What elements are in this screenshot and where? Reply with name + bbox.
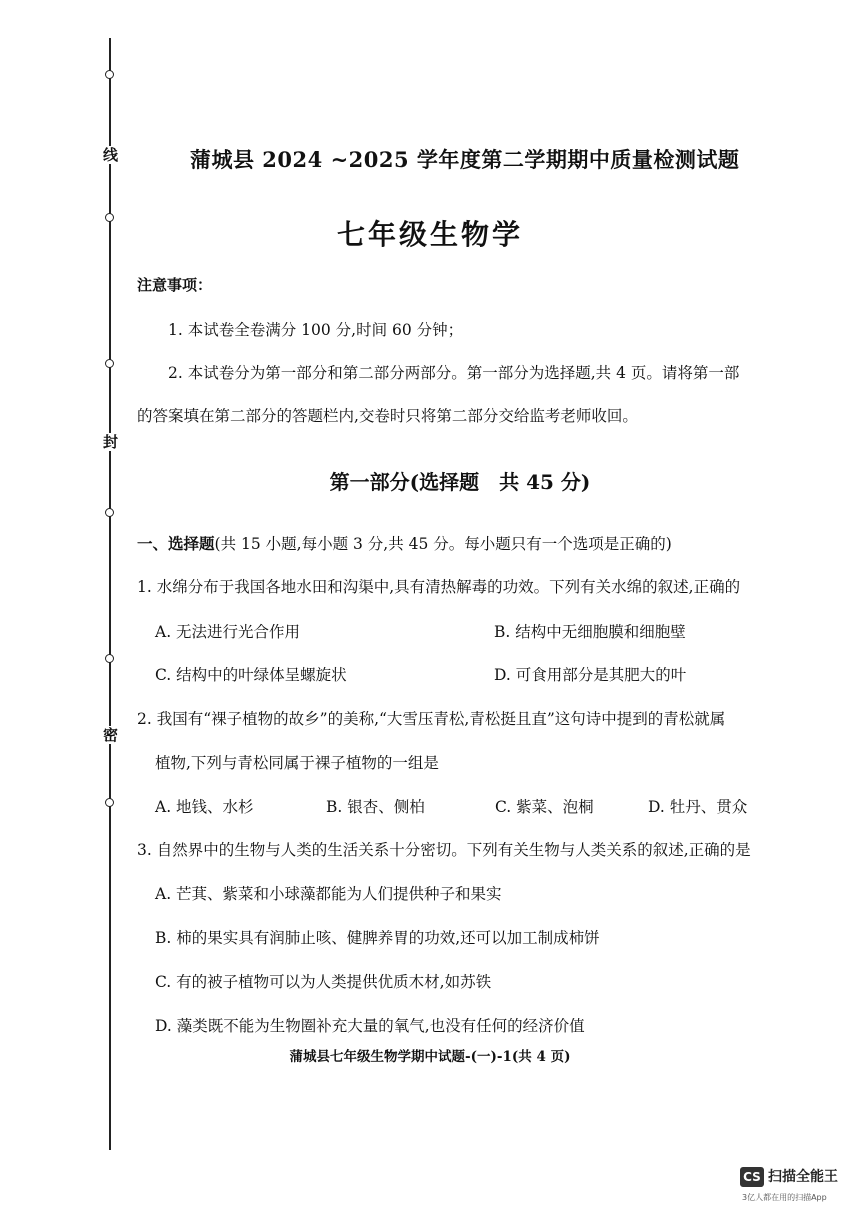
scanner-watermark: [740, 1165, 846, 1205]
exam-title: 蒲城县 2024 ~2025 学年度第二学期期中质量检测试题: [190, 147, 740, 172]
notice-item: 1. 本试卷全卷满分 100 分,时间 60 分钟；: [168, 321, 464, 339]
question-stem: 3. 自然界中的生物与人类的生活关系十分密切。下列有关生物与人类关系的叙述,正确的是: [137, 841, 751, 859]
binding-char-feng: 封: [103, 433, 119, 451]
binding-hole: [105, 798, 114, 807]
watermark-name: 扫描全能王: [768, 1169, 838, 1185]
notice-item: 2. 本试卷分为第一部分和第二部分两部分。第一部分为选择题,共 4 页。请将第一部: [168, 364, 740, 382]
binding-hole: [105, 359, 114, 368]
question-stem-continued: 植物,下列与青松同属于裸子植物的一组是: [155, 754, 439, 772]
subject-title: 七年级生物学: [336, 218, 523, 251]
binding-char-xian: 线: [103, 146, 119, 164]
questions-label: 一、选择题: [137, 534, 215, 553]
question-option: A. 地钱、水杉: [155, 798, 254, 816]
notice-heading: 注意事项：: [137, 276, 213, 294]
question-option: C. 紫菜、泡桐: [495, 798, 594, 816]
question-option: D. 藻类既不能为生物圈补充大量的氧气,也没有任何的经济价值: [155, 1017, 585, 1035]
binding-hole: [105, 654, 114, 663]
question-option: B. 结构中无细胞膜和细胞壁: [494, 623, 686, 641]
question-option: B. 柿的果实具有润肺止咳、健脾养胃的功效,还可以加工制成柿饼: [155, 929, 600, 947]
question-option: B. 银杏、侧柏: [326, 798, 425, 816]
question-stem: 1. 水绵分布于我国各地水田和沟渠中,具有清热解毒的功效。下列有关水绵的叙述,正确的: [137, 578, 741, 596]
question-option: A. 无法进行光合作用: [155, 623, 301, 641]
questions-instructions: (共 15 小题,每小题 3 分,共 45 分。每小题只有一个选项是正确的): [214, 535, 672, 553]
notice-item: 的答案填在第二部分的答题栏内,交卷时只将第二部分交给监考老师收回。: [137, 407, 638, 425]
cs-logo-icon: CS: [740, 1167, 764, 1187]
question-option: D. 牡丹、贯众: [648, 798, 748, 816]
section-title: 第一部分(选择题 共 45 分): [329, 470, 591, 494]
binding-char-mi: 密: [103, 726, 119, 744]
watermark-tagline: 3亿人都在用的扫描App: [742, 1193, 827, 1202]
question-option: D. 可食用部分是其肥大的叶: [494, 666, 687, 684]
binding-hole: [105, 508, 114, 517]
question-option: C. 有的被子植物可以为人类提供优质木材,如苏铁: [155, 973, 492, 991]
binding-line: [109, 38, 111, 1150]
question-stem: 2. 我国有“裸子植物的故乡”的美称,“大雪压青松,青松挺且直”这句诗中提到的青松就属: [137, 710, 726, 728]
binding-hole: [105, 70, 114, 79]
page-footer: 蒲城县七年级生物学期中试题-(一)-1(共 4 页): [289, 1049, 571, 1065]
question-option: A. 芒萁、紫菜和小球藻都能为人们提供种子和果实: [155, 885, 502, 903]
question-option: C. 结构中的叶绿体呈螺旋状: [155, 666, 347, 684]
questions-header: [137, 532, 672, 554]
